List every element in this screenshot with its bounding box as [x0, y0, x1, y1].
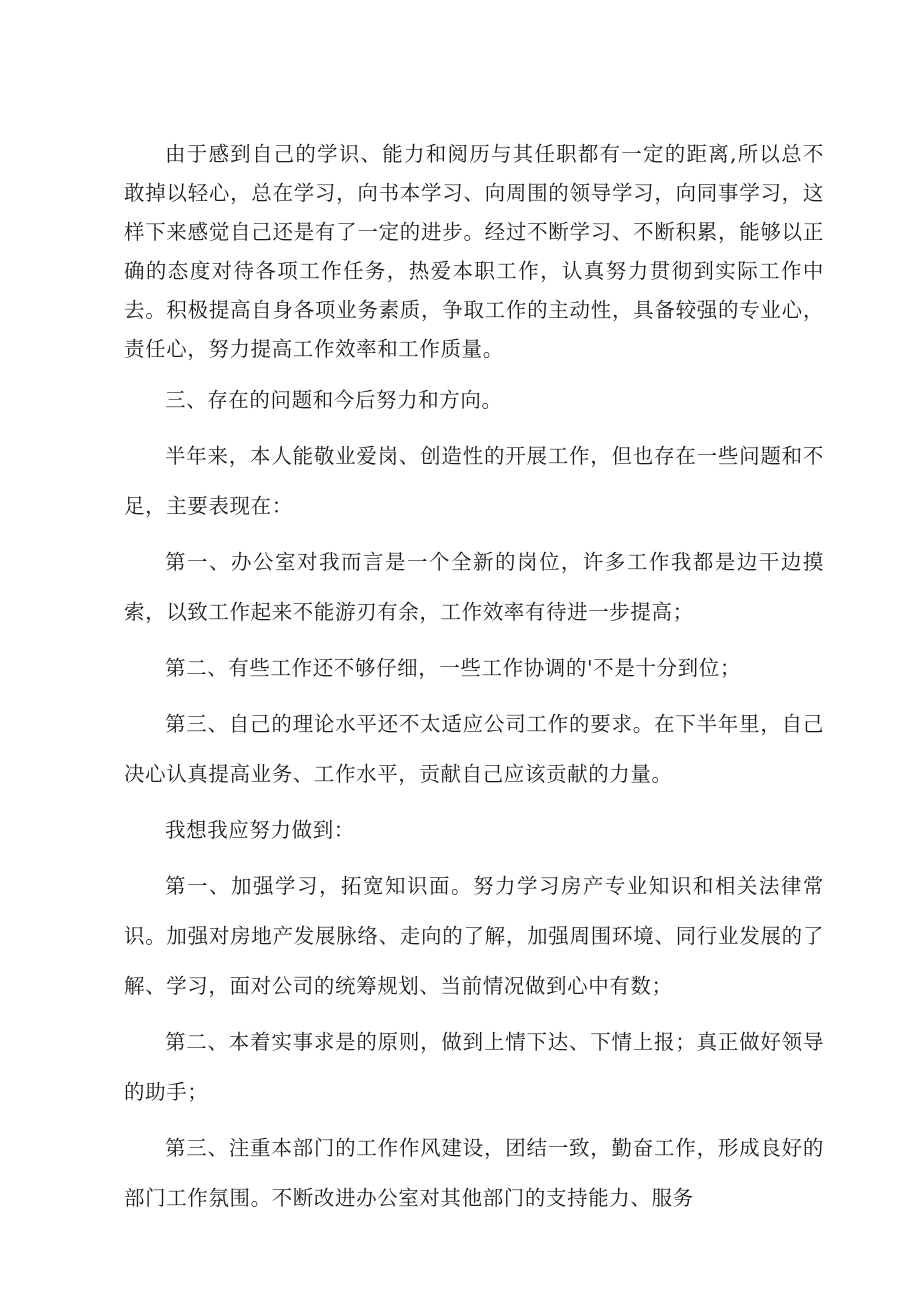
paragraph-goal-two: 第二、本着实事求是的原则，做到上情下达、下情上报；真正做好领导的助手；: [124, 1030, 824, 1104]
paragraph-half-year-problems: 半年来，本人能敬业爱岗、创造性的开展工作，但也存在一些问题和不足，主要表现在：: [124, 444, 824, 518]
paragraph-study: 由于感到自己的学识、能力和阅历与其任职都有一定的距离,所以总不敢掉以轻心，总在学习，向书本学习、向周围的领导学习，向同事学习，这样下来感觉自己还是有了一定的进步。经过不断学习、不断积累，能够以正确的态度对待各项工作任务，热爱本职工作，认真努力贯彻到实际工作中去。积极提高自身各项业务素质，争取工作的主动性，具备较强的专业心，责任心，努力提高工作效率和工作质量。: [124, 142, 824, 361]
paragraph-section-three-heading: 三、存在的问题和今后努力和方向。: [165, 388, 503, 412]
paragraph-problem-one: 第一、办公室对我而言是一个全新的岗位，许多工作我都是边干边摸索，以致工作起来不能游刃有余，工作效率有待进一步提高；: [124, 550, 824, 624]
paragraph-goal-three: 第三、注重本部门的工作作风建设，团结一致，勤奋工作，形成良好的部门工作氛围。不断改进办公室对其他部门的支持能力、服务: [124, 1136, 824, 1210]
paragraph-goal-one: 第一、加强学习，拓宽知识面。努力学习房产专业知识和相关法律常识。加强对房地产发展脉络、走向的了解，加强周围环境、同行业发展的了解、学习，面对公司的统筹规划、当前情况做到心中有数；: [124, 874, 824, 998]
paragraph-problem-three: 第三、自己的理论水平还不太适应公司工作的要求。在下半年里，自己决心认真提高业务、工作水平，贡献自己应该贡献的力量。: [124, 712, 824, 786]
paragraph-problem-two: 第二、有些工作还不够仔细，一些工作协调的'不是十分到位；: [165, 656, 741, 680]
document-page: [124, 135, 824, 1223]
paragraph-goals-intro: 我想我应努力做到：: [165, 818, 355, 842]
